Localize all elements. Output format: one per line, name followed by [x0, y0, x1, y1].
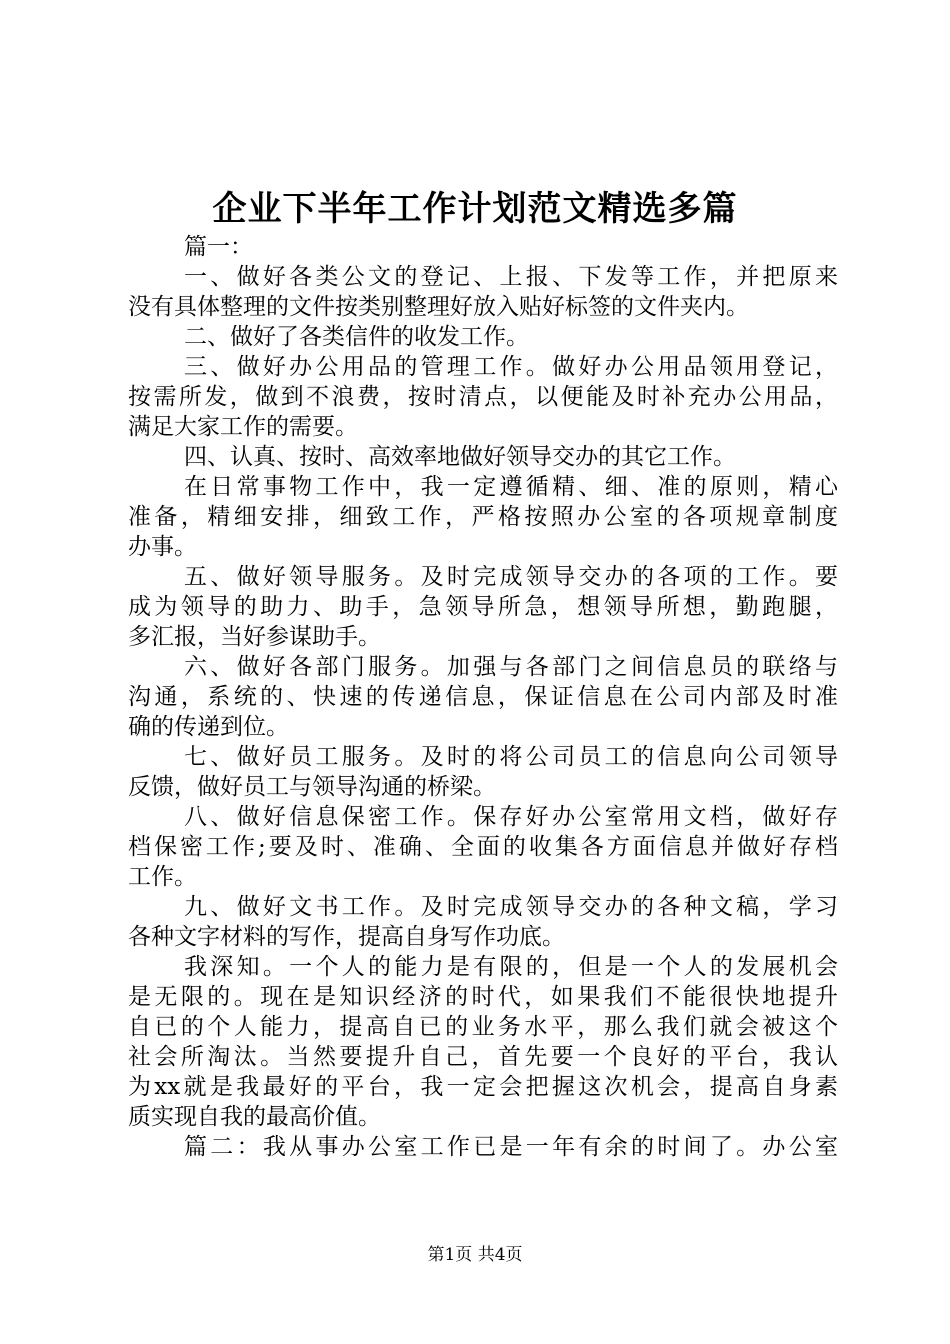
text-line: 九、做好文书工作。及时完成领导交办的各种文稿，学习 — [184, 894, 838, 920]
text-line: 社会所淘汰。当然要提升自己，首先要一个良好的平台，我认 — [128, 1044, 838, 1070]
text-line: 自已的个人能力，提高自已的业务水平，那么我们就会被这个 — [128, 1014, 838, 1040]
text-line: 四、认真、按时、高效率地做好领导交办的其它工作。 — [184, 444, 736, 470]
text-line: 没有具体整理的文件按类别整理好放入贴好标签的文件夹内。 — [128, 294, 749, 320]
text-line: 我深知。一个人的能力是有限的，但是一个人的发展机会 — [184, 954, 838, 980]
document-body — [128, 232, 838, 1162]
text-line: 成为领导的助力、助手，急领导所急，想领导所想，勤跑腿， — [128, 594, 838, 620]
text-line: 沟通，系统的、快速的传递信息，保证信息在公司内部及时准 — [128, 684, 838, 710]
text-line: 篇一： — [184, 234, 253, 260]
text-line: 五、做好领导服务。及时完成领导交办的各项的工作。要 — [184, 564, 838, 590]
text-line: 篇二：我从事办公室工作已是一年有余的时间了。办公室 — [184, 1134, 838, 1160]
text-line: 在日常事物工作中，我一定遵循精、细、准的原则，精心 — [184, 474, 838, 500]
text-line: 反馈，做好员工与领导沟通的桥梁。 — [128, 774, 496, 800]
text-line: 一、做好各类公文的登记、上报、下发等工作，并把原来 — [184, 264, 838, 290]
text-line: 六、做好各部门服务。加强与各部门之间信息员的联络与 — [184, 654, 838, 680]
text-line: 按需所发，做到不浪费，按时清点，以便能及时补充办公用品， — [128, 384, 838, 410]
text-line: 三、做好办公用品的管理工作。做好办公用品领用登记， — [184, 354, 838, 380]
document-title: 企业下半年工作计划范文精选多篇 — [212, 189, 738, 229]
text-line: 工作。 — [128, 864, 197, 890]
text-line: 各种文字材料的写作，提高自身写作功底。 — [128, 924, 565, 950]
text-line: 七、做好员工服务。及时的将公司员工的信息向公司领导 — [184, 744, 838, 770]
text-line: 八、做好信息保密工作。保存好办公室常用文档，做好存 — [184, 804, 838, 830]
text-line: 满足大家工作的需要。 — [128, 414, 358, 440]
text-line: 办事。 — [128, 534, 197, 560]
text-line: 质实现自我的最高价值。 — [128, 1104, 381, 1130]
page-footer: 第1页 共4页 — [427, 1245, 523, 1265]
text-line: 为xx就是我最好的平台，我一定会把握这次机会，提高自身素 — [128, 1074, 838, 1100]
text-line: 档保密工作;要及时、准确、全面的收集各方面信息并做好存档 — [128, 834, 838, 860]
text-line: 是无限的。现在是知识经济的时代，如果我们不能很快地提升 — [128, 984, 838, 1010]
text-line: 二、做好了各类信件的收发工作。 — [184, 324, 529, 350]
text-line: 确的传递到位。 — [128, 714, 289, 740]
text-line: 多汇报，当好参谋助手。 — [128, 624, 381, 650]
text-line: 准备，精细安排，细致工作，严格按照办公室的各项规章制度 — [128, 504, 838, 530]
